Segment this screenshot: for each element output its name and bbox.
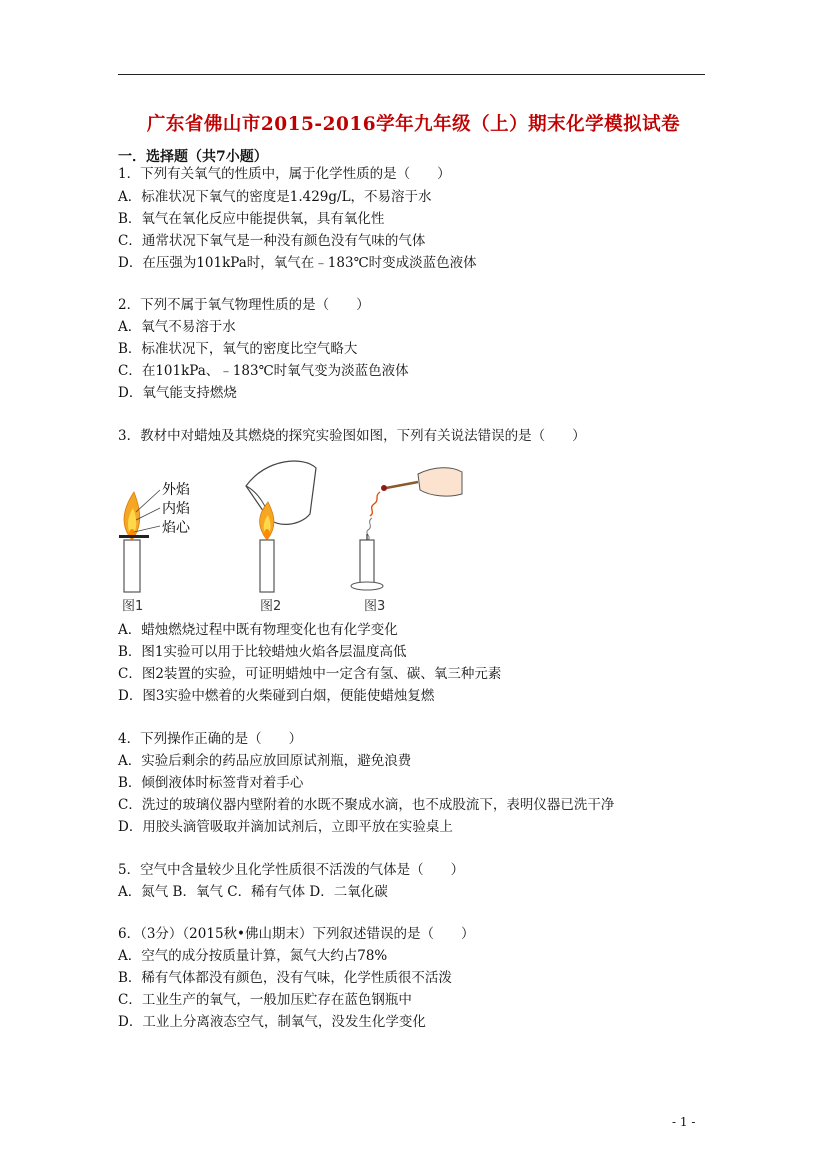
question-2-stem: 2．下列不属于氧气物理性质的是（ ） bbox=[118, 297, 370, 313]
question-1-option-a: A．标准状况下氧气的密度是1.429g/L，不易溶于水 bbox=[118, 189, 432, 205]
question-6-option-d: D．工业上分离液态空气，制氧气，没发生化学变化 bbox=[118, 1014, 426, 1030]
question-1-option-c: C．通常状况下氧气是一种没有颜色没有气味的气体 bbox=[118, 233, 426, 249]
question-1-option-b: B．氧气在氧化反应中能提供氧，具有氧化性 bbox=[118, 211, 385, 227]
question-4-option-a: A．实验后剩余的药品应放回原试剂瓶，避免浪费 bbox=[118, 753, 412, 769]
question-4-option-b: B．倾倒液体时标签背对着手心 bbox=[118, 775, 304, 791]
flame-label-outer: 外焰 bbox=[162, 482, 190, 498]
figure-3-candle-relight bbox=[351, 468, 462, 614]
figure-3-caption: 图3 bbox=[364, 599, 386, 614]
question-4-stem: 4．下列操作正确的是（ ） bbox=[118, 731, 303, 747]
question-4-option-c: C．洗过的玻璃仪器内壁附着的水既不聚成水滴，也不成股流下，表明仪器已洗干净 bbox=[118, 797, 615, 813]
question-3-option-b: B．图1实验可以用于比较蜡烛火焰各层温度高低 bbox=[118, 644, 407, 660]
section-heading: 一．选择题（共7小题） bbox=[118, 149, 268, 165]
question-3-stem: 3．教材中对蜡烛及其燃烧的探究实验图如图，下列有关说法错误的是（ ） bbox=[118, 428, 586, 444]
question-2-option-b: B．标准状况下，氧气的密度比空气略大 bbox=[118, 341, 358, 357]
figure-2-caption: 图2 bbox=[260, 599, 282, 614]
figure-1-candle bbox=[119, 482, 191, 614]
question-6-option-a: A．空气的成分按质量计算，氮气大约占78% bbox=[118, 948, 388, 964]
flame-label-core: 焰心 bbox=[162, 520, 190, 536]
figure-2-candle-with-beaker bbox=[246, 461, 316, 614]
figure-1-caption: 图1 bbox=[122, 599, 144, 614]
question-4-option-d: D．用胶头滴管吸取并滴加试剂后，立即平放在实验桌上 bbox=[118, 819, 453, 835]
candle-experiment-figure bbox=[118, 452, 478, 618]
question-2-option-d: D．氧气能支持燃烧 bbox=[118, 385, 237, 401]
flame-label-inner: 内焰 bbox=[162, 501, 190, 517]
question-2-option-a: A．氧气不易溶于水 bbox=[118, 319, 236, 335]
question-6-option-c: C．工业生产的氧气，一般加压贮存在蓝色钢瓶中 bbox=[118, 992, 412, 1008]
question-3-option-d: D．图3实验中燃着的火柴碰到白烟，便能使蜡烛复燃 bbox=[118, 688, 435, 704]
question-2-option-c: C．在101kPa、﹣183℃时氧气变为淡蓝色液体 bbox=[118, 363, 409, 379]
question-6-stem: 6．（3分）（2015秋•佛山期末）下列叙述错误的是（ ） bbox=[118, 926, 475, 942]
page-number: - 1 - bbox=[672, 1115, 696, 1129]
question-1-stem: 1．下列有关氧气的性质中，属于化学性质的是（ ） bbox=[118, 166, 451, 182]
question-1-option-d: D．在压强为101kPa时，氧气在﹣183℃时变成淡蓝色液体 bbox=[118, 255, 477, 271]
header-rule bbox=[118, 74, 705, 75]
question-5-options: A．氮气 B．氧气 C．稀有气体 D．二氧化碳 bbox=[118, 884, 388, 900]
question-5-stem: 5．空气中含量较少且化学性质很不活泼的气体是（ ） bbox=[118, 862, 465, 878]
question-3-option-c: C．图2装置的实验，可证明蜡烛中一定含有氢、碳、氧三种元素 bbox=[118, 666, 502, 682]
page-title: 广东省佛山市2015-2016学年九年级（上）期末化学模拟试卷 bbox=[146, 114, 681, 135]
question-6-option-b: B．稀有气体都没有颜色，没有气味，化学性质很不活泼 bbox=[118, 970, 452, 986]
question-3-option-a: A．蜡烛燃烧过程中既有物理变化也有化学变化 bbox=[118, 622, 398, 638]
